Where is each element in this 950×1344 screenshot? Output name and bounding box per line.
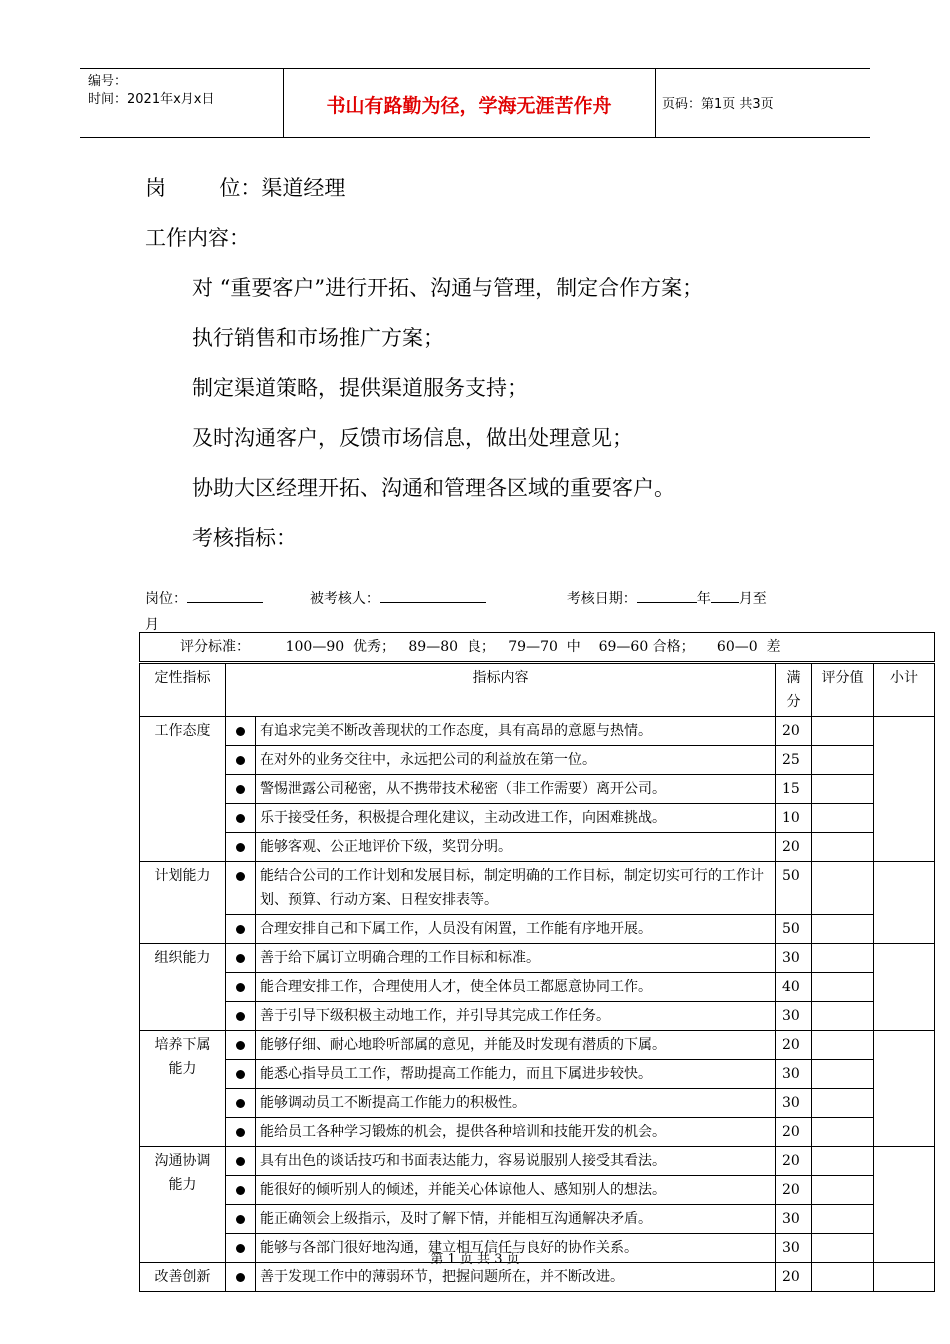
full-score: 20 (776, 833, 812, 862)
rating-cell[interactable] (812, 1089, 874, 1118)
bullet-icon (236, 1273, 245, 1282)
bullet-icon (236, 1041, 245, 1050)
table-row (140, 833, 935, 862)
bullet-cell (226, 717, 256, 746)
item-text: 能够仔细、耐心地聆听部属的意见，并能及时发现有潜质的下属。 (256, 1031, 776, 1060)
full-score: 30 (776, 1002, 812, 1031)
bullet-cell (226, 1205, 256, 1234)
rating-cell[interactable] (812, 746, 874, 775)
subtotal-cell[interactable] (874, 1147, 935, 1263)
scoring-standard: 评分标准： 100—90 优秀； 89—80 良； 79—70 中 69—60 合格； 60—0 差 (140, 633, 935, 663)
category-cell: 工作态度 (140, 717, 226, 862)
year-blank[interactable] (637, 588, 697, 603)
table-row (140, 804, 935, 833)
full-score: 30 (776, 1205, 812, 1234)
date-label: 时间：2021年x月x日 (88, 92, 215, 107)
full-score: 30 (776, 1060, 812, 1089)
subtotal-cell[interactable] (874, 944, 935, 1031)
full-score: 20 (776, 1118, 812, 1147)
table-row (140, 775, 935, 804)
eval-meta (145, 586, 825, 638)
table-header-row (140, 663, 935, 717)
item-text: 能很好的倾听别人的倾述，并能关心体谅他人、感知别人的想法。 (256, 1176, 776, 1205)
bullet-icon (236, 843, 245, 852)
bullet-icon (236, 756, 245, 765)
rating-cell[interactable] (812, 1176, 874, 1205)
category-cell: 组织能力 (140, 944, 226, 1031)
full-score: 50 (776, 915, 812, 944)
month-text: 月 (145, 617, 159, 633)
bullet-cell (226, 862, 256, 915)
table-row (140, 973, 935, 1002)
item-text: 乐于接受任务，积极提合理化建议，主动改进工作，向困难挑战。 (256, 804, 776, 833)
header-rating: 评分值 (812, 663, 874, 717)
bullet-icon (236, 1128, 245, 1137)
rating-cell[interactable] (812, 1147, 874, 1176)
category-cell: 培养下属能力 (140, 1031, 226, 1147)
table-row (140, 1002, 935, 1031)
table-row (140, 944, 935, 973)
rating-cell[interactable] (812, 1118, 874, 1147)
duty-item: 及时沟通客户，反馈市场信息，做出处理意见； (192, 426, 633, 450)
bullet-cell (226, 746, 256, 775)
kpi-table (139, 632, 935, 1292)
bullet-icon (236, 1099, 245, 1108)
position-label: 岗位： (145, 591, 187, 607)
category-cell: 计划能力 (140, 862, 226, 944)
bullet-cell (226, 804, 256, 833)
rating-cell[interactable] (812, 717, 874, 746)
full-score: 50 (776, 862, 812, 915)
bullet-icon (236, 983, 245, 992)
item-text: 善于给下属订立明确合理的工作目标和标准。 (256, 944, 776, 973)
bullet-icon (236, 1215, 245, 1224)
item-text: 能够与各部门很好地沟通，建立相互信任与良好的协作关系。 (256, 1234, 776, 1263)
bullet-icon (236, 785, 245, 794)
rating-cell[interactable] (812, 944, 874, 973)
bullet-cell (226, 1060, 256, 1089)
rating-cell[interactable] (812, 775, 874, 804)
month-to-text: 月至 (738, 591, 767, 607)
item-text: 能够客观、公正地评价下级，奖罚分明。 (256, 833, 776, 862)
item-text: 善于发现工作中的薄弱环节，把握问题所在，并不断改进。 (256, 1263, 776, 1292)
year-text: 年 (696, 591, 711, 607)
full-score: 30 (776, 1234, 812, 1263)
subtotal-cell[interactable] (874, 862, 935, 944)
item-text: 合理安排自己和下属工作，人员没有闲置，工作能有序地开展。 (256, 915, 776, 944)
table-row (140, 1060, 935, 1089)
bullet-cell (226, 1089, 256, 1118)
rating-cell[interactable] (812, 804, 874, 833)
duty-item: 制定渠道策略，提供渠道服务支持； (192, 376, 528, 400)
kpi-title: 考核指标： (192, 526, 297, 550)
table-row (140, 1031, 935, 1060)
header-left (88, 73, 214, 109)
table-row (140, 1089, 935, 1118)
item-text: 能够调动员工不断提高工作能力的积极性。 (256, 1089, 776, 1118)
table-row (140, 717, 935, 746)
rating-cell[interactable] (812, 1205, 874, 1234)
table-row (140, 1147, 935, 1176)
bullet-cell (226, 1118, 256, 1147)
table-row (140, 746, 935, 775)
assessee-blank[interactable] (380, 588, 486, 603)
table-row (140, 1176, 935, 1205)
item-text: 能给员工各种学习锻炼的机会，提供各种培训和技能开发的机会。 (256, 1118, 776, 1147)
bullet-cell (226, 1031, 256, 1060)
full-score: 30 (776, 1089, 812, 1118)
item-text: 警惕泄露公司秘密，从不携带技术秘密（非工作需要）离开公司。 (256, 775, 776, 804)
item-text: 能合理安排工作，合理使用人才，使全体员工都愿意协同工作。 (256, 973, 776, 1002)
rating-cell[interactable] (812, 915, 874, 944)
bullet-icon (236, 727, 245, 736)
bullet-icon (236, 1157, 245, 1166)
bullet-icon (236, 925, 245, 934)
rating-cell[interactable] (812, 1031, 874, 1060)
rating-cell[interactable] (812, 973, 874, 1002)
scoring-standard-row (140, 633, 935, 663)
duty-item: 协助大区经理开拓、沟通和管理各区域的重要客户。 (192, 476, 675, 500)
table-row (140, 915, 935, 944)
header-divider (655, 69, 656, 137)
bullet-cell (226, 833, 256, 862)
full-score: 20 (776, 717, 812, 746)
position-blank[interactable] (187, 588, 263, 603)
table-row (140, 1118, 935, 1147)
motto: 书山有路勤为径，学海无涯苦作舟 (326, 95, 612, 117)
rating-cell[interactable] (812, 862, 874, 915)
date-label: 考核日期： (566, 591, 637, 607)
bullet-cell (226, 775, 256, 804)
full-score: 20 (776, 1031, 812, 1060)
bullet-cell (226, 1176, 256, 1205)
rating-cell[interactable] (812, 1002, 874, 1031)
header-content: 指标内容 (226, 663, 776, 717)
full-score: 10 (776, 804, 812, 833)
category-cell: 沟通协调能力 (140, 1147, 226, 1263)
subtotal-cell[interactable] (874, 717, 935, 862)
item-text: 善于引导下级积极主动地工作，并引导其完成工作任务。 (256, 1002, 776, 1031)
bullet-icon (236, 1070, 245, 1079)
item-text: 能结合公司的工作计划和发展目标，制定明确的工作目标，制定切实可行的工作计划、预算、行动方案、日程安排表等。 (256, 862, 776, 915)
bullet-cell (226, 915, 256, 944)
bullet-icon (236, 1186, 245, 1195)
rating-cell[interactable] (812, 833, 874, 862)
month-blank[interactable] (711, 588, 739, 603)
bullet-cell (226, 1147, 256, 1176)
assessee-label: 被考核人： (309, 591, 380, 607)
table-row (140, 1205, 935, 1234)
full-score: 20 (776, 1176, 812, 1205)
full-score: 25 (776, 746, 812, 775)
item-text: 有追求完美不断改善现状的工作态度，具有高昂的意愿与热情。 (256, 717, 776, 746)
header-subtotal: 小计 (874, 663, 935, 717)
duty-item: 执行销售和市场推广方案； (192, 326, 444, 350)
page-label: 页码：第1页 共3页 (662, 97, 774, 112)
full-score: 30 (776, 944, 812, 973)
category-cell: 改善创新 (140, 1263, 226, 1292)
rating-cell[interactable] (812, 1060, 874, 1089)
full-score: 15 (776, 775, 812, 804)
page-header (80, 68, 870, 138)
item-text: 在对外的业务交往中，永远把公司的利益放在第一位。 (256, 746, 776, 775)
duty-item: 对 “重要客户”进行开拓、沟通与管理，制定合作方案； (192, 276, 704, 300)
item-text: 能悉心指导员工工作，帮助提高工作能力，而且下属进步较快。 (256, 1060, 776, 1089)
work-content-title: 工作内容： (145, 226, 250, 250)
bullet-icon (236, 814, 245, 823)
bullet-icon (236, 954, 245, 963)
item-text: 具有出色的谈话技巧和书面表达能力，容易说服别人接受其看法。 (256, 1147, 776, 1176)
bullet-cell (226, 973, 256, 1002)
bullet-cell (226, 944, 256, 973)
header-category: 定性指标 (140, 663, 226, 717)
subtotal-cell[interactable] (874, 1031, 935, 1147)
full-score: 20 (776, 1147, 812, 1176)
item-text: 能正确领会上级指示，及时了解下情，并能相互沟通解决矛盾。 (256, 1205, 776, 1234)
page-footer: 第 1 页 共 3 页 (430, 1252, 520, 1267)
full-score: 40 (776, 973, 812, 1002)
bullet-icon (236, 872, 245, 881)
header-full-score: 满分 (776, 663, 812, 717)
position-line: 岗 位：渠道经理 (145, 176, 346, 200)
serial-label: 编号： (88, 74, 128, 89)
bullet-cell (226, 1002, 256, 1031)
table-row (140, 862, 935, 915)
full-score: 20 (776, 1263, 812, 1292)
bullet-icon (236, 1012, 245, 1021)
